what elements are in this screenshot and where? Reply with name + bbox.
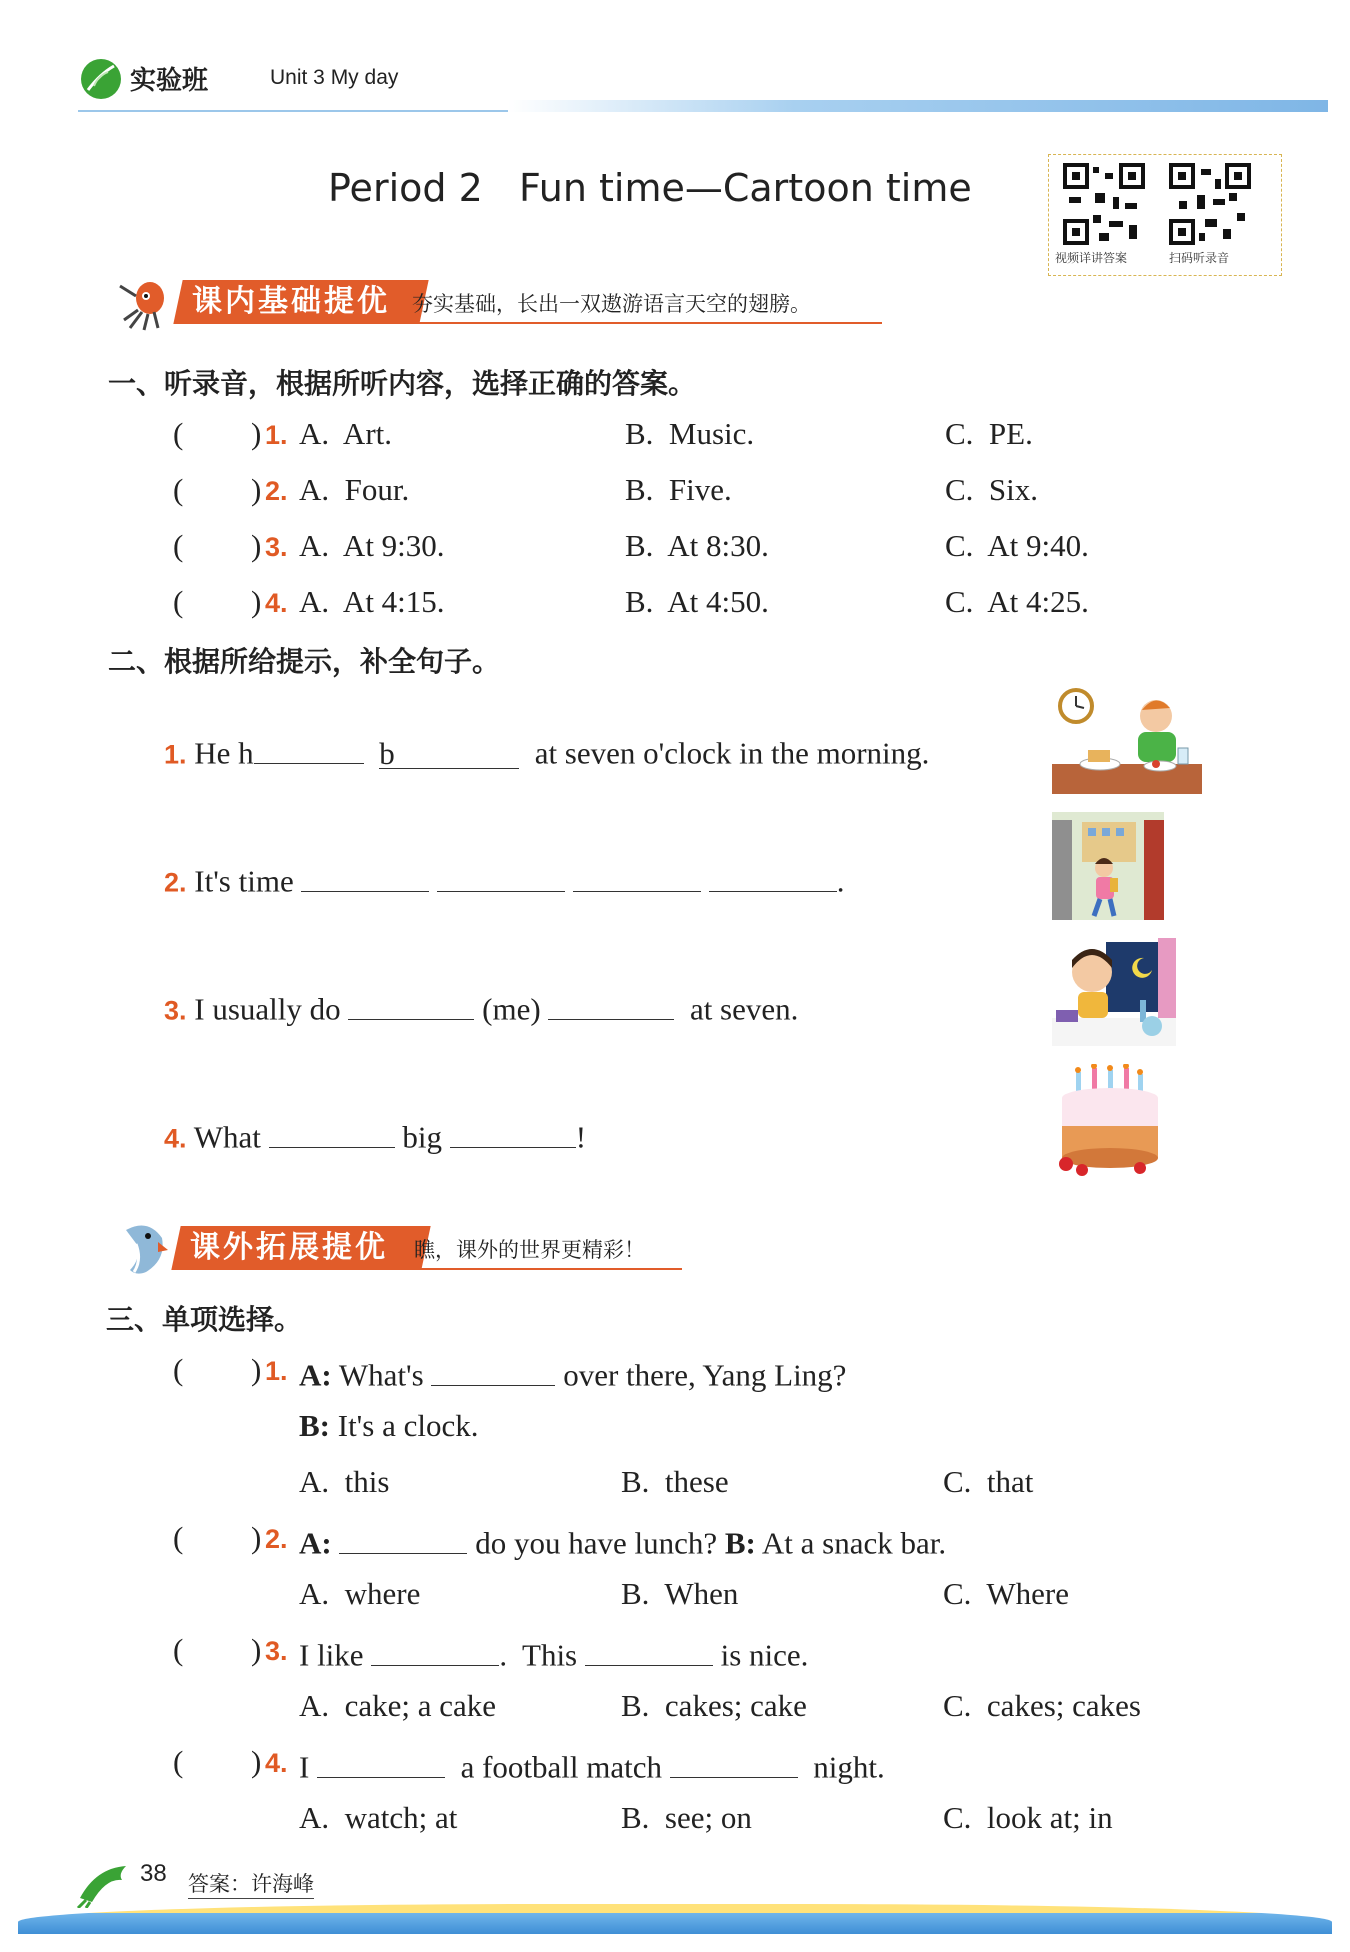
sentence-text: What's <box>338 1357 424 1393</box>
section-b-header <box>118 1220 858 1280</box>
page-number: 38 <box>140 1860 167 1887</box>
section-b-banner-text: 课外拓展提优 <box>190 1230 388 1265</box>
answer-paren-close: ) <box>251 1520 262 1555</box>
squid-mascot-icon <box>116 276 172 332</box>
answer-paren: ( <box>173 472 184 507</box>
part2-heading: 二、根据所给提示，补全句子。 <box>108 645 501 678</box>
option-a: A. Art. <box>299 416 392 451</box>
qr-audio-caption: 扫码听录音 <box>1169 251 1230 265</box>
page-title: Period 2 Fun time—Cartoon time <box>328 166 972 210</box>
option-c: C. look at; in <box>943 1800 1113 1835</box>
item-number: 4. <box>265 588 288 618</box>
option-a: A. this <box>299 1464 390 1499</box>
part3-question-1-options <box>299 1464 1199 1508</box>
item-number: 1. <box>164 739 187 770</box>
option-b: B. see; on <box>621 1800 752 1835</box>
sentence-text: at seven o'clock in the morning. <box>534 735 930 771</box>
item-number: 2. <box>265 476 288 506</box>
sentence-text: I <box>299 1749 310 1785</box>
part1-row-3 <box>173 528 1173 572</box>
part1-row-2 <box>173 472 1173 516</box>
section-a-header <box>116 276 956 332</box>
header-band <box>508 100 1328 112</box>
answer-paren-close: ) <box>251 584 262 619</box>
sentence-text: is nice. <box>720 1637 809 1673</box>
item-number: 3. <box>265 1636 288 1666</box>
answer-blank[interactable] <box>431 1352 555 1386</box>
footer <box>18 1856 1332 1938</box>
sentence-text: It's time <box>194 863 294 899</box>
answer-blank[interactable] <box>269 1114 395 1148</box>
sentence-text: At a snack bar. <box>761 1525 947 1561</box>
answer-blank[interactable] <box>379 736 519 770</box>
section-b-banner <box>171 1226 430 1270</box>
answer-paren: ( <box>173 1352 184 1387</box>
part1-row-1 <box>173 416 1173 460</box>
sentence-text: night. <box>813 1749 885 1785</box>
answer-credit: 答案：许海峰 <box>188 1868 314 1899</box>
option-b: B. At 4:50. <box>625 584 769 619</box>
question-text <box>299 1352 846 1394</box>
sentence-text: . This <box>499 1637 578 1673</box>
brand-label: 实验班 <box>130 66 209 96</box>
part3-question-3-options <box>299 1688 1199 1732</box>
sentence-text: at seven. <box>689 991 799 1027</box>
option-b: B. cakes; cake <box>621 1688 807 1723</box>
item-number: 3. <box>265 532 288 562</box>
option-a: A. Four. <box>299 472 410 507</box>
option-b: B. When <box>621 1576 739 1611</box>
answer-paren-close: ) <box>251 1352 262 1387</box>
school-gate-illustration <box>1052 812 1164 920</box>
answer-blank[interactable] <box>254 730 364 764</box>
answer-blank[interactable] <box>709 858 837 892</box>
sentence-text: (me) <box>482 991 541 1027</box>
answer-blank[interactable] <box>450 1114 576 1148</box>
answer-paren-close: ) <box>251 1744 262 1779</box>
part3-question-4 <box>173 1744 1173 1788</box>
breakfast-illustration <box>1052 686 1202 794</box>
option-c: C. At 4:25. <box>945 584 1089 619</box>
sentence-text: a football match <box>460 1749 663 1785</box>
answer-blank[interactable] <box>437 858 565 892</box>
speaker-label: B: <box>299 1408 330 1443</box>
answer-paren: ( <box>173 1744 184 1779</box>
answer-blank[interactable] <box>573 858 701 892</box>
qr-block <box>1048 154 1282 276</box>
option-c: C. PE. <box>945 416 1033 451</box>
part3-heading: 三、单项选择。 <box>106 1303 303 1336</box>
sentence-text: I like <box>299 1637 364 1673</box>
answer-paren-close: ) <box>251 1632 262 1667</box>
shark-mascot-icon <box>118 1220 172 1278</box>
sentence-text: I usually do <box>194 991 341 1027</box>
option-c: C. Six. <box>945 472 1039 507</box>
part2-sentence-2 <box>164 858 844 900</box>
answer-paren: ( <box>173 1520 184 1555</box>
item-number: 4. <box>265 1748 288 1778</box>
option-c: C. cakes; cakes <box>943 1688 1141 1723</box>
part3-question-2-options <box>299 1576 1199 1620</box>
dolphin-icon <box>76 1858 140 1908</box>
sentence-text: It's a clock. <box>337 1408 479 1443</box>
part3-question-2 <box>173 1520 1173 1564</box>
answer-paren: ( <box>173 1632 184 1667</box>
option-a: A. At 9:30. <box>299 528 445 563</box>
sentence-text: ! <box>575 1119 587 1155</box>
answer-blank[interactable] <box>317 1744 445 1778</box>
part1-row-4 <box>173 584 1173 628</box>
question-text <box>299 1632 808 1674</box>
item-number: 3. <box>164 995 187 1026</box>
option-b: B. At 8:30. <box>625 528 769 563</box>
answer-paren-close: ) <box>251 528 262 563</box>
question-text <box>299 1520 946 1562</box>
part2-sentence-1 <box>164 730 929 772</box>
section-b-slogan: 瞧，课外的世界更精彩！ <box>414 1234 682 1270</box>
qr-code-video-icon <box>1063 163 1145 245</box>
part3-question-3 <box>173 1632 1173 1676</box>
option-b: B. Music. <box>625 416 755 451</box>
qr-video-caption: 视频详讲答案 <box>1055 251 1128 265</box>
answer-blank[interactable] <box>339 1520 467 1554</box>
part3-question-4-options <box>299 1800 1199 1844</box>
answer-blank[interactable] <box>585 1632 713 1666</box>
item-number: 2. <box>265 1524 288 1554</box>
birthday-cake-illustration <box>1052 1064 1164 1176</box>
option-b: B. these <box>621 1464 729 1499</box>
item-number: 4. <box>164 1123 187 1154</box>
question-text <box>299 1744 885 1786</box>
option-a: A. At 4:15. <box>299 584 445 619</box>
homework-night-illustration <box>1052 938 1176 1046</box>
sentence-text: . <box>836 863 845 899</box>
qr-code-audio-icon <box>1169 163 1251 245</box>
item-number: 1. <box>265 420 288 450</box>
section-a-banner-text: 课内基础提优 <box>192 284 390 319</box>
part3-question-1 <box>173 1352 1173 1396</box>
sentence-text: over there, Yang Ling? <box>563 1357 847 1393</box>
footer-band <box>18 1904 1332 1934</box>
answer-paren: ( <box>173 416 184 451</box>
answer-paren: ( <box>173 528 184 563</box>
sentence-text: big <box>402 1119 442 1155</box>
option-c: C. At 9:40. <box>945 528 1089 563</box>
option-a: A. cake; a cake <box>299 1688 497 1723</box>
item-number: 1. <box>265 1356 288 1386</box>
option-c: C. that <box>943 1464 1034 1499</box>
part2-sentence-4 <box>164 1114 586 1156</box>
section-a-banner <box>173 280 428 324</box>
sentence-text: do you have lunch? <box>475 1525 718 1561</box>
header <box>78 54 1328 124</box>
answer-paren-close: ) <box>251 416 262 451</box>
unit-label: Unit 3 My day <box>270 66 399 89</box>
option-a: A. where <box>299 1576 421 1611</box>
worksheet-page <box>18 18 1332 1938</box>
answer-blank[interactable] <box>548 986 674 1020</box>
part2-sentence-3 <box>164 986 798 1028</box>
answer-paren: ( <box>173 584 184 619</box>
sentence-text: He h <box>194 735 254 771</box>
answer-blank[interactable] <box>371 1632 499 1666</box>
option-c: C. Where <box>943 1576 1069 1611</box>
answer-blank[interactable] <box>301 858 429 892</box>
item-number: 2. <box>164 867 187 898</box>
leaf-logo-icon <box>78 56 124 102</box>
option-a: A. watch; at <box>299 1800 458 1835</box>
answer-blank[interactable] <box>670 1744 798 1778</box>
speaker-label: A: <box>299 1525 332 1561</box>
part1-heading: 一、听录音，根据所听内容，选择正确的答案。 <box>108 367 697 400</box>
answer-blank[interactable] <box>348 986 474 1020</box>
answer-paren-close: ) <box>251 472 262 507</box>
sentence-text: b <box>379 735 395 771</box>
sentence-text: What <box>193 1119 261 1155</box>
speaker-label: A: <box>299 1357 332 1393</box>
speaker-label: B: <box>724 1525 756 1561</box>
option-b: B. Five. <box>625 472 732 507</box>
section-a-slogan: 夯实基础，长出一双遨游语言天空的翅膀。 <box>412 288 882 324</box>
part3-question-1-reply <box>299 1408 478 1444</box>
